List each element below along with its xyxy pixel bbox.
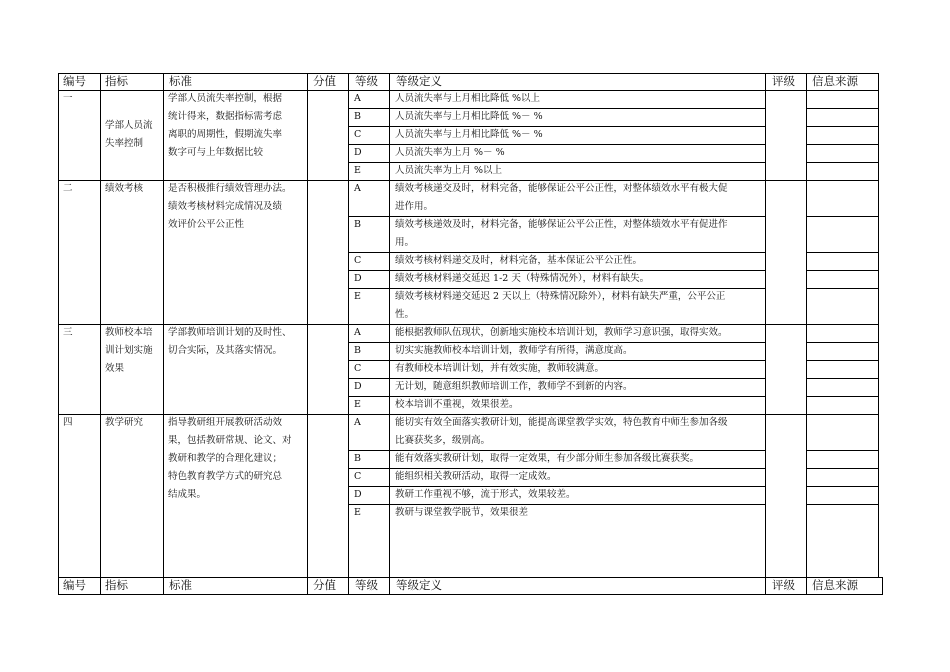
grade-definition-text: 人员流失率为上月 %以上 [395, 165, 503, 176]
grade-definition-text: 校本培训不重视，效果很差。 [395, 399, 519, 410]
grade-definition-text: 绩效考核材料递交及时，材料完备，基本保证公平公正性。 [395, 255, 643, 266]
standard-text: 果，包括教研常规、论文、对 [168, 435, 292, 446]
standard-text: 学部教师培训计划的及时性、 [168, 327, 292, 338]
grade-definition-text: 无计划，随意组织教师培训工作，教师学不到新的内容。 [395, 381, 633, 392]
grade-definition-text: 人员流失率与上月相比降低 %－ % [395, 129, 543, 140]
grade-definition-text: 有教师校本培训计划，并有效实施，教师较满意。 [395, 363, 605, 374]
grade-letter: A [354, 417, 361, 428]
grade-letter: E [354, 165, 361, 176]
grade-definition-text: 人员流失率与上月相比降低 %以上 [395, 93, 541, 104]
standard-text: 统计得来，数据指标需考虑 [168, 111, 283, 122]
grade-definition-text: 性。 [395, 309, 415, 320]
standard-text: 切合实际，及其落实情况。 [168, 345, 283, 356]
source-row-border [806, 108, 879, 109]
source-row-border [806, 342, 879, 343]
header-score: 分值 [313, 74, 336, 88]
source-row-border [806, 360, 879, 361]
standard-text: 效评价公平公正性 [168, 219, 245, 230]
grade-definition-text: 能组织相关教研活动，取得一定成效。 [395, 471, 557, 482]
grade-definition-text: 绩效考核递效及时，材料完备，能够保证公平公正性，对整体绩效水平有促进作 [395, 219, 728, 230]
column-border [100, 73, 101, 595]
footer-no: 编号 [63, 578, 86, 592]
table-bottom-border [58, 594, 883, 595]
header-rating: 评级 [772, 74, 795, 88]
grade-definition-text: 绩效考核材料递交延迟 1-2 天（特殊情况外），材料有缺失。 [395, 273, 650, 284]
source-row-border [806, 252, 879, 253]
grade-letter: E [354, 291, 361, 302]
source-row-border [806, 288, 879, 289]
standard-text: 特色教育教学方式的研究总 [168, 471, 283, 482]
section-number: 二 [63, 183, 73, 194]
section-number: 三 [63, 327, 73, 338]
grade-definition-text: 绩效考核递交及时，材料完备，能够保证公平公正性，对整体绩效水平有极大促 [395, 183, 728, 194]
footer-standard: 标准 [169, 578, 192, 592]
standard-text: 结成果。 [168, 489, 207, 500]
source-row-border [806, 378, 879, 379]
grade-letter: E [354, 399, 361, 410]
header-grade-definition: 等级定义 [396, 74, 442, 88]
indicator-text: 绩效考核 [105, 183, 144, 194]
column-border [307, 73, 308, 595]
column-border [58, 73, 59, 595]
standard-text: 教研和教学的合理化建议； [168, 453, 283, 464]
footer-indicator: 指标 [105, 578, 128, 592]
indicator-text: 效果 [105, 363, 125, 374]
footer-rating: 评级 [772, 578, 795, 592]
standard-text: 数字可与上年数据比较 [168, 147, 264, 158]
grade-definition-text: 进作用。 [395, 201, 434, 212]
grade-definition-text: 用。 [395, 237, 415, 248]
grade-definition-text: 教研与课堂教学脱节，效果很差 [395, 507, 529, 518]
footer-score: 分值 [313, 578, 336, 592]
indicator-text: 学部人员流 [105, 120, 153, 131]
grade-letter: D [354, 147, 362, 158]
standard-text: 绩效考核材料完成情况及绩 [168, 201, 283, 212]
grade-letter: B [354, 453, 361, 464]
indicator-text: 训计划实施 [105, 345, 153, 356]
source-row-border [806, 162, 879, 163]
source-row-border [806, 504, 879, 505]
section-number: 一 [63, 93, 73, 104]
grade-letter: A [354, 183, 361, 194]
header-standard: 标准 [169, 74, 192, 88]
column-border [765, 73, 766, 595]
header-info-source: 信息来源 [812, 74, 858, 88]
grade-letter: D [354, 381, 362, 392]
source-row-border [806, 396, 879, 397]
header-no: 编号 [63, 74, 86, 88]
source-row-border [806, 216, 879, 217]
source-row-border [806, 486, 879, 487]
grade-definition-text: 人员流失率与上月相比降低 %－ % [395, 111, 543, 122]
indicator-text: 教学研究 [105, 417, 144, 428]
grade-letter: B [354, 345, 361, 356]
standard-text: 学部人员流失率控制，根据 [168, 93, 283, 104]
header-grade: 等级 [355, 74, 378, 88]
source-row-border [806, 144, 879, 145]
grade-letter: C [354, 255, 362, 266]
source-row-border [806, 126, 879, 127]
standard-text: 指导教研组开展教研活动效 [168, 417, 283, 428]
grade-definition-text: 比赛获奖多，级别高。 [395, 435, 491, 446]
grade-definition-text: 能根据教师队伍现状，创新地实施校本培训计划，教师学习意识强，取得实效。 [395, 327, 728, 338]
grade-letter: A [354, 327, 361, 338]
column-border [348, 73, 349, 595]
source-row-border [806, 270, 879, 271]
standard-text: 是否积极推行绩效管理办法。 [168, 183, 292, 194]
footer-right-border [882, 577, 883, 595]
footer-grade: 等级 [355, 578, 378, 592]
grade-definition-text: 人员流失率为上月 %－ % [395, 147, 505, 158]
grade-letter: D [354, 489, 362, 500]
indicator-text: 教师校本培 [105, 327, 153, 338]
right-border [878, 73, 879, 578]
standard-text: 离职的周期性，假期流失率 [168, 129, 283, 140]
grade-letter: C [354, 363, 362, 374]
grade-letter: E [354, 507, 361, 518]
grade-definition-text: 切实实施教师校本培训计划，教师学有所得，满意度高。 [395, 345, 633, 356]
grade-letter: B [354, 219, 361, 230]
grade-letter: B [354, 111, 361, 122]
grade-letter: C [354, 129, 362, 140]
grade-letter: A [354, 93, 361, 104]
grade-definition-text: 能切实有效全面落实教研计划，能提高课堂教学实效，特色教育中师生参加各级 [395, 417, 728, 428]
source-row-border [806, 468, 879, 469]
grade-letter: D [354, 273, 362, 284]
footer-grade-definition: 等级定义 [396, 578, 442, 592]
column-border [806, 73, 807, 595]
indicator-text: 失率控制 [105, 138, 144, 149]
footer-info-source: 信息来源 [812, 578, 858, 592]
column-border [389, 73, 390, 595]
grade-definition-text: 绩效考核材料递交延迟 2 天以上（特殊情况除外），材料有缺失严重，公平公正 [395, 291, 726, 302]
section-number: 四 [63, 417, 73, 428]
header-indicator: 指标 [105, 74, 128, 88]
column-border [163, 73, 164, 595]
grade-definition-text: 教研工作重视不够，流于形式，效果较差。 [395, 489, 576, 500]
source-row-border [806, 450, 879, 451]
grade-definition-text: 能有效落实教研计划，取得一定效果，有少部分师生参加各级比赛获奖。 [395, 453, 700, 464]
grade-letter: C [354, 471, 362, 482]
